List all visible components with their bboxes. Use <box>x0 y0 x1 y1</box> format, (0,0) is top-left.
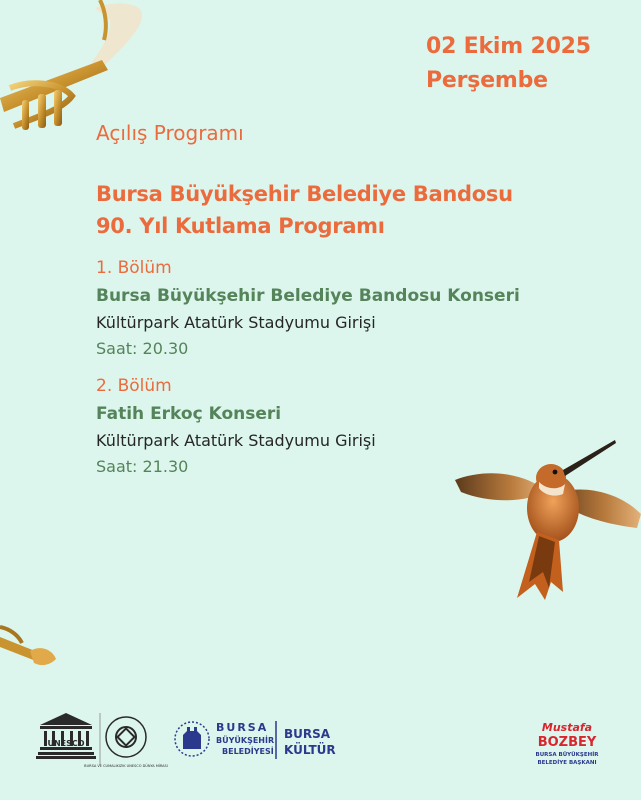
world-heritage-emblem <box>106 717 146 757</box>
program-title-line-1: Bursa Büyükşehir Belediye Bandosu <box>96 182 513 206</box>
kultur-line-1: BURSA <box>284 727 331 741</box>
section-2-part: 2. Bölüm <box>96 376 172 396</box>
date-weekday: Perşembe <box>426 68 548 93</box>
section-1-name: Bursa Büyükşehir Belediye Bandosu Konseri <box>96 286 520 306</box>
bursa-logo-line-2: BÜYÜKŞEHİR <box>216 736 275 745</box>
mayor-signature-block <box>536 721 600 766</box>
bursa-logo-line-1: BURSA <box>216 721 269 734</box>
section-2-time: Saat: 21.30 <box>96 457 189 476</box>
opening-heading: Açılış Programı <box>96 121 244 145</box>
mayor-signature: Mustafa <box>541 721 593 734</box>
bursa-kultur-logo <box>284 727 336 757</box>
section-1-part: 1. Bölüm <box>96 258 172 278</box>
kultur-line-2: KÜLTÜR <box>284 743 336 757</box>
bursa-logo-line-3: BELEDİYESİ <box>222 747 274 756</box>
mayor-surname: BOZBEY <box>537 735 597 750</box>
world-heritage-caption: BURSA VE CUMALIKIZIK UNESCO DÜNYA MİRASI <box>84 764 168 768</box>
mayor-title-line-1: BURSA BÜYÜKŞEHİR <box>535 752 599 758</box>
event-date <box>426 30 591 98</box>
mayor-title-line-2: BELEDİYE BAŞKANI <box>537 760 597 766</box>
date-day: 02 Ekim 2025 <box>426 34 591 59</box>
section-2-name: Fatih Erkoç Konseri <box>96 404 282 424</box>
hummingbird-illustration <box>455 432 641 604</box>
program-title <box>96 178 513 242</box>
section-2-venue: Kültürpark Atatürk Stadyumu Girişi <box>96 431 376 450</box>
trumpet-illustration-bottom <box>0 615 70 685</box>
section-1-time: Saat: 20.30 <box>96 339 189 358</box>
bursa-bb-logo <box>175 721 274 756</box>
unesco-label: UNESCO <box>47 739 85 748</box>
footer-logos <box>0 705 641 775</box>
section-1-venue: Kültürpark Atatürk Stadyumu Girişi <box>96 313 376 332</box>
program-title-line-2: 90. Yıl Kutlama Programı <box>96 214 385 238</box>
unesco-logo <box>36 713 96 759</box>
